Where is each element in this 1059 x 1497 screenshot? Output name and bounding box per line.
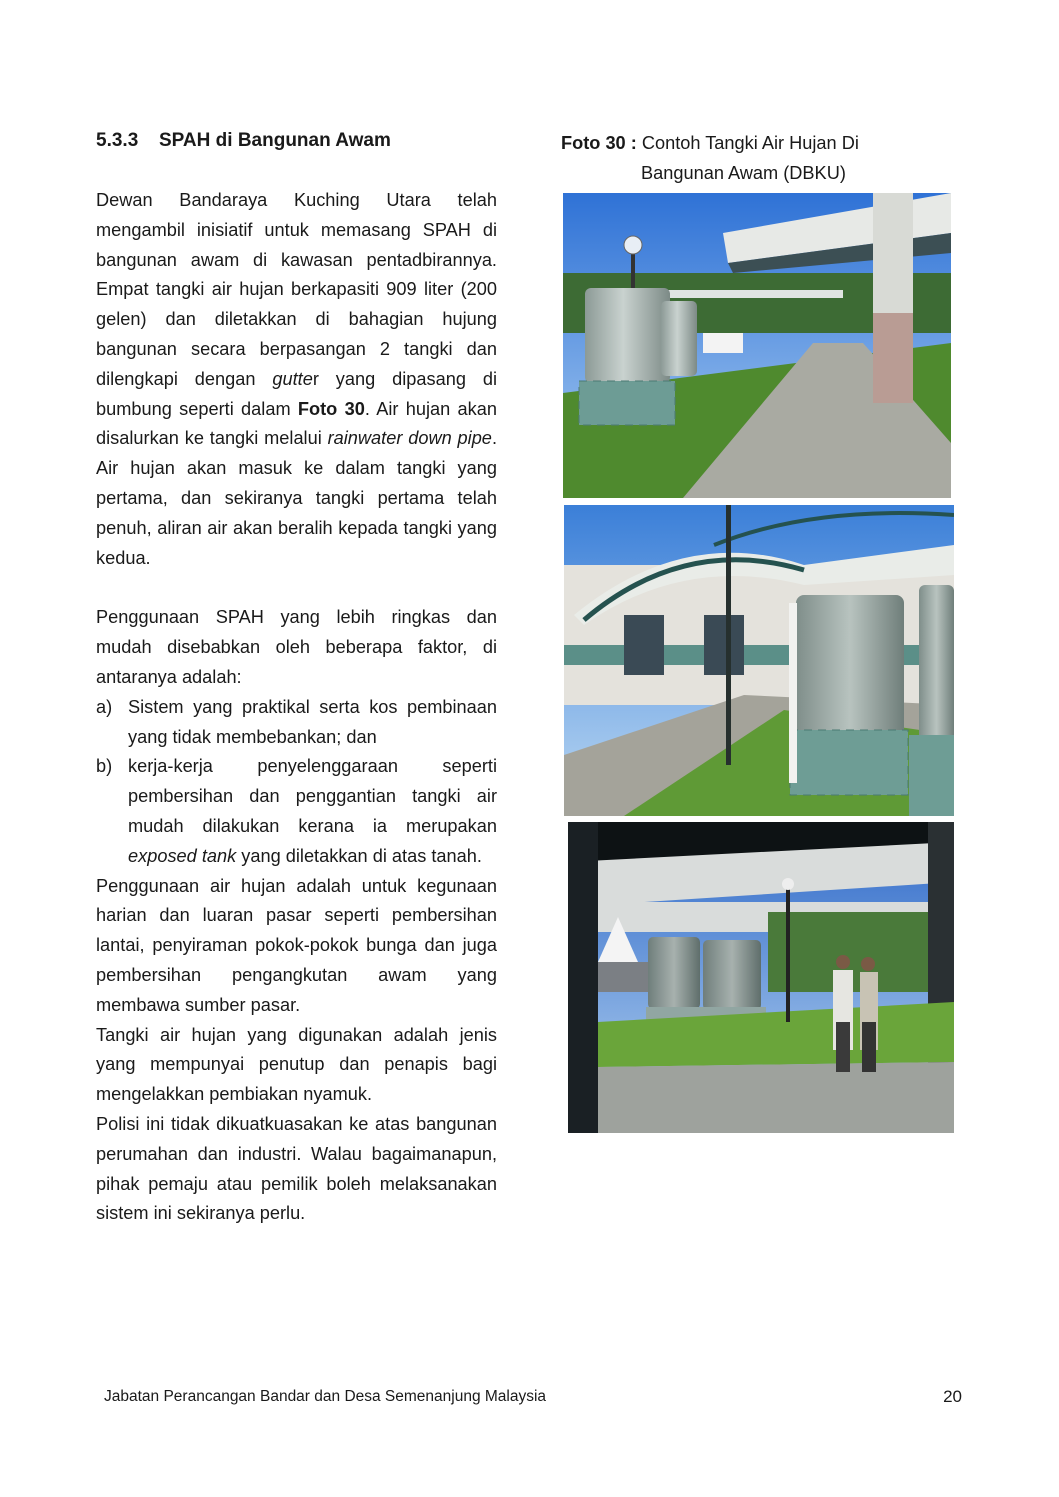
photo-caption bbox=[561, 128, 961, 188]
term-rainwater-down-pipe: rainwater down pipe bbox=[327, 428, 492, 449]
paragraph-factors: Penggunaan SPAH yang lebih ringkas dan mudah disebabkan oleh beberapa faktor, di antaranya adalah: bbox=[96, 607, 497, 687]
caption-label: Foto 30 : bbox=[561, 133, 637, 153]
section-title: SPAH di Bangunan Awam bbox=[159, 130, 391, 151]
footer-publisher: Jabatan Perancangan Bandar dan Desa Semenanjung Malaysia bbox=[104, 1388, 547, 1405]
paragraph-usage: Penggunaan air hujan adalah untuk kegunaan harian dan luaran pasar seperti pembersihan lantai, penyiraman pokok-pokok bunga dan juga pembersihan pengangkutan awam yang membawa sumber pasar. bbox=[96, 875, 497, 1015]
photo-rainwater-tanks-3 bbox=[568, 822, 954, 1133]
term-exposed-tank: exposed tank bbox=[128, 845, 237, 866]
term-gutter: gutte bbox=[272, 368, 313, 389]
caption-line-2: Bangunan Awam (DBKU) bbox=[641, 163, 846, 183]
paragraph-intro bbox=[96, 186, 497, 573]
caption-line-1: Contoh Tangki Air Hujan Di bbox=[641, 133, 859, 153]
section-heading bbox=[96, 128, 391, 154]
body-text-column bbox=[96, 186, 497, 1229]
photo-rainwater-tanks-1 bbox=[563, 193, 951, 498]
paragraph-intro-text-3: . Air hujan akan disalurkan ke tangki melalui bbox=[96, 398, 497, 449]
page-number: 20 bbox=[943, 1387, 962, 1406]
list-item-text: Sistem yang praktikal serta kos pembinaan yang tidak membebankan; dan bbox=[128, 696, 497, 747]
section-number: 5.3.3 bbox=[96, 130, 139, 151]
photo-rainwater-tanks-2 bbox=[564, 505, 954, 816]
paragraph-intro-text-1: Dewan Bandaraya Kuching Utara telah mengambil inisiatif untuk memasang SPAH di bangunan awam di kawasan pentadbirannya. Empat tangki air hujan berkapasiti 909 liter (200 gelen) dan diletakkan di bahagian hujung bangunan secara berpasangan 2 tangki dan dilengkapi dengan bbox=[96, 190, 497, 389]
paragraph-tank-type: Tangki air hujan yang digunakan adalah jenis yang mempunyai penutup dan penapis bagi mengelakkan pembiakan nyamuk. bbox=[96, 1024, 497, 1105]
factor-list bbox=[96, 693, 497, 872]
list-item bbox=[96, 752, 497, 871]
paragraph-intro-text-2: r yang dipasang di bumbung seperti dalam bbox=[96, 368, 498, 419]
paragraph-intro-text-4: . Air hujan akan masuk ke dalam tangki yang pertama, dan sekiranya tangki pertama telah penuh, aliran air akan beralih kepada tangki yang kedua. bbox=[96, 428, 497, 568]
list-item-text-2: yang diletakkan di atas tanah. bbox=[236, 845, 482, 866]
photo-reference: Foto 30 bbox=[297, 398, 365, 419]
list-marker: b) bbox=[96, 756, 113, 777]
list-item bbox=[96, 693, 497, 753]
paragraph-policy: Polisi ini tidak dikuatkuasakan ke atas bangunan perumahan dan industri. Walau bagaimanapun, pihak pemaju atau pemilik boleh melaksanakan sistem ini sekiranya perlu. bbox=[96, 1113, 497, 1224]
list-marker: a) bbox=[96, 696, 113, 717]
list-item-text-1: kerja-kerja penyelenggaraan seperti pembersihan dan penggantian tangki air mudah dilakukan kerana ia merupakan bbox=[128, 756, 497, 836]
